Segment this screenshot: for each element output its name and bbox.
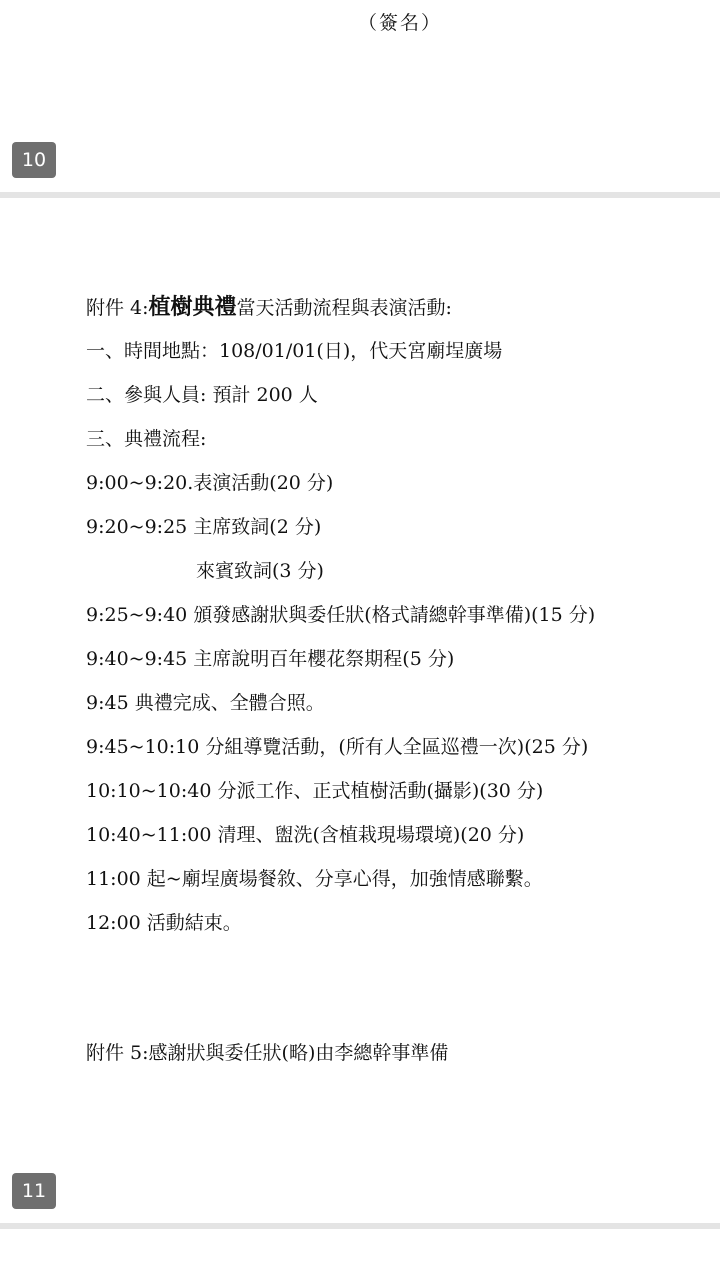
- schedule-item: 9:20~9:25 主席致詞(2 分): [86, 516, 322, 538]
- heading-suffix: 當天活動流程與表演活動:: [236, 297, 452, 319]
- time-location-line: 一、時間地點：108/01/01(日)，代天宮廟埕廣場: [86, 340, 503, 362]
- schedule-item: 來賓致詞(3 分): [196, 560, 324, 582]
- schedule-item: 9:25~9:40 頒發感謝狀與委任狀(格式請總幹事準備)(15 分): [86, 604, 596, 626]
- ceremony-flow-heading: 三、典禮流程:: [86, 428, 207, 450]
- document-page-10: [0, 0, 720, 192]
- document-page-next: [0, 1229, 720, 1280]
- schedule-item: 9:45~10:10 分組導覽活動，(所有人全區巡禮一次)(25 分): [86, 736, 589, 758]
- schedule-item: 9:45 典禮完成、全體合照。: [86, 692, 325, 714]
- page-number-badge: 11: [12, 1173, 56, 1209]
- heading-prefix: 附件 4:: [86, 297, 149, 319]
- attachment-5-line: 附件 5:感謝狀與委任狀(略)由李總幹事準備: [86, 1042, 449, 1064]
- attachment-4-heading: [86, 294, 452, 321]
- schedule-item: 10:10~10:40 分派工作、正式植樹活動(攝影)(30 分): [86, 780, 544, 802]
- schedule-item: 9:40~9:45 主席說明百年櫻花祭期程(5 分): [86, 648, 455, 670]
- page-number-badge: 10: [12, 142, 56, 178]
- schedule-item: 11:00 起~廟埕廣場餐敘、分享心得，加強情感聯繫。: [86, 868, 543, 890]
- signature-label: （簽名）: [358, 12, 443, 34]
- schedule-item: 12:00 活動結束。: [86, 912, 242, 934]
- heading-emphasis: 植樹典禮: [148, 294, 237, 320]
- participants-line: 二、參與人員: 預計 200 人: [86, 384, 318, 406]
- document-page-11: [0, 198, 720, 1223]
- schedule-item: 10:40~11:00 清理、盥洗(含植栽現場環境)(20 分): [86, 824, 525, 846]
- schedule-item: 9:00~9:20.表演活動(20 分): [86, 472, 334, 494]
